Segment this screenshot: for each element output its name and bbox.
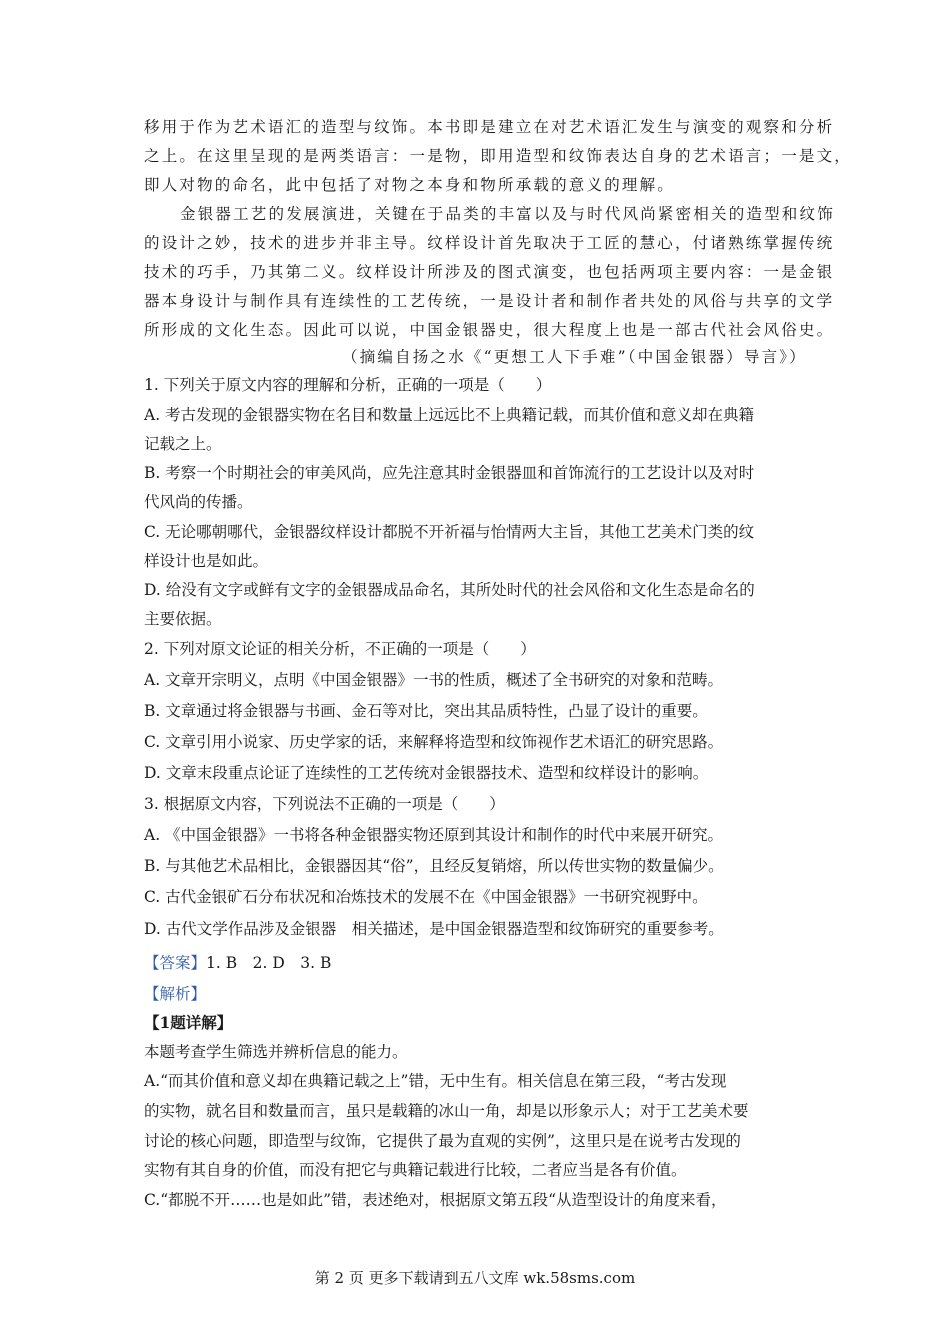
page-footer: 第 2 页 更多下载请到五八文库 wk.58sms.com bbox=[314, 1269, 636, 1287]
analysis-c-line: C.“都脱不开……也是如此”错，表述绝对，根据原文第五段“从造型设计的角度来看， bbox=[144, 1191, 727, 1209]
passage-line: 金银器工艺的发展演进，关键在于品类的丰富以及与时代风尚紧密相关的造型和纹饰 bbox=[180, 205, 835, 223]
question-2-option-b: B. 文章通过将金银器与书画、金石等对比，突出其品质特性，凸显了设计的重要。 bbox=[144, 702, 708, 720]
passage-source: （摘编自扬之水《“更想工人下手难”（中国金银器）导言》） bbox=[342, 348, 807, 366]
passage-line: 技术的巧手，乃其第二义。纹样设计所涉及的图式演变，也包括两项主要内容：一是金银 bbox=[144, 263, 835, 281]
analysis-label: 【解析】 bbox=[144, 985, 207, 1003]
analysis-a-line: A.“而其价值和意义却在典籍记载之上”错，无中生有。相关信息在第三段，“考古发现 bbox=[144, 1072, 727, 1090]
passage-line: 器本身设计与制作具有连续性的工艺传统，一是设计者和制作者共处的风俗与共享的文学 bbox=[144, 292, 835, 310]
question-3-option-d: D. 古代文学作品涉及金银器 相关描述，是中国金银器造型和纹饰研究的重要参考。 bbox=[144, 920, 724, 938]
answer-label: 【答案】 bbox=[144, 954, 207, 972]
question-1-option-a: A. 考古发现的金银器实物在名目和数量上远远比不上典籍记载，而其价值和意义却在典籍 bbox=[144, 406, 755, 424]
passage-line: 即人对物的命名，此中包括了对物之本身和物所承载的意义的理解。 bbox=[144, 176, 676, 194]
question-1-option-b-cont: 代风尚的传播。 bbox=[144, 493, 253, 511]
question-2-stem: 2. 下列对原文论证的相关分析，不正确的一项是（ ） bbox=[144, 640, 536, 658]
passage-line: 之上。在这里呈现的是两类语言：一是物，即用造型和纹饰表达自身的艺术语言；一是文， bbox=[144, 147, 853, 165]
question-1-stem: 1. 下列关于原文内容的理解和分析，正确的一项是（ ） bbox=[144, 376, 552, 394]
analysis-a-line: 讨论的核心问题，即造型与纹饰，它提供了最为直观的实例”，这里只是在说考古发现的 bbox=[144, 1132, 741, 1150]
question-2-option-c: C. 文章引用小说家、历史学家的话，来解释将造型和纹饰视作艺术语汇的研究思路。 bbox=[144, 733, 724, 751]
analysis-intro: 本题考查学生筛选并辨析信息的能力。 bbox=[144, 1043, 408, 1061]
analysis-detail-label: 【1题详解】 bbox=[144, 1013, 233, 1032]
answer-line bbox=[144, 952, 331, 974]
question-3-option-b: B. 与其他艺术品相比，金银器因其“俗”，且经反复销熔，所以传世实物的数量偏少。 bbox=[144, 857, 724, 875]
question-3-option-a: A. 《中国金银器》一书将各种金银器实物还原到其设计和制作的时代中来展开研究。 bbox=[144, 826, 724, 844]
question-1-option-a-cont: 记载之上。 bbox=[144, 435, 222, 453]
question-1-option-d-cont: 主要依据。 bbox=[144, 610, 222, 628]
question-2-option-d: D. 文章末段重点论证了连续性的工艺传统对金银器技术、造型和纹样设计的影响。 bbox=[144, 764, 709, 782]
question-1-option-c-cont: 样设计也是如此。 bbox=[144, 552, 269, 570]
question-1-option-b: B. 考察一个时期社会的审美风尚，应先注意其时金银器皿和首饰流行的工艺设计以及对时 bbox=[144, 464, 755, 482]
passage-line: 移用于作为艺术语汇的造型与纹饰。本书即是建立在对艺术语汇发生与演变的观察和分析 bbox=[144, 118, 835, 136]
analysis-a-line: 的实物，就名目和数量而言，虽只是载籍的冰山一角，却是以形象示人；对于工艺美术要 bbox=[144, 1102, 749, 1120]
question-1-option-d: D. 给没有文字或鲜有文字的金银器成品命名，其所处时代的社会风俗和文化生态是命名的 bbox=[144, 581, 755, 599]
passage-line: 的设计之妙，技术的进步并非主导。纹样设计首先取决于工匠的慧心，付诸熟练掌握传统 bbox=[144, 234, 835, 252]
passage-line: 所形成的文化生态。因此可以说，中国金银器史，很大程度上也是一部古代社会风俗史。 bbox=[144, 321, 835, 339]
question-2-option-a: A. 文章开宗明义，点明《中国金银器》一书的性质，概述了全书研究的对象和范畴。 bbox=[144, 671, 724, 689]
answer-text: 1. B 2. D 3. B bbox=[206, 954, 332, 972]
question-3-option-c: C. 古代金银矿石分布状况和冶炼技术的发展不在《中国金银器》一书研究视野中。 bbox=[144, 888, 708, 906]
question-3-stem: 3. 根据原文内容，下列说法不正确的一项是（ ） bbox=[144, 795, 505, 813]
analysis-a-line: 实物有其自身的价值，而没有把它与典籍记载进行比较，二者应当是各有价值。 bbox=[144, 1161, 687, 1179]
question-1-option-c: C. 无论哪朝哪代，金银器纹样设计都脱不开祈福与怡情两大主旨，其他工艺美术门类的纹 bbox=[144, 523, 755, 541]
